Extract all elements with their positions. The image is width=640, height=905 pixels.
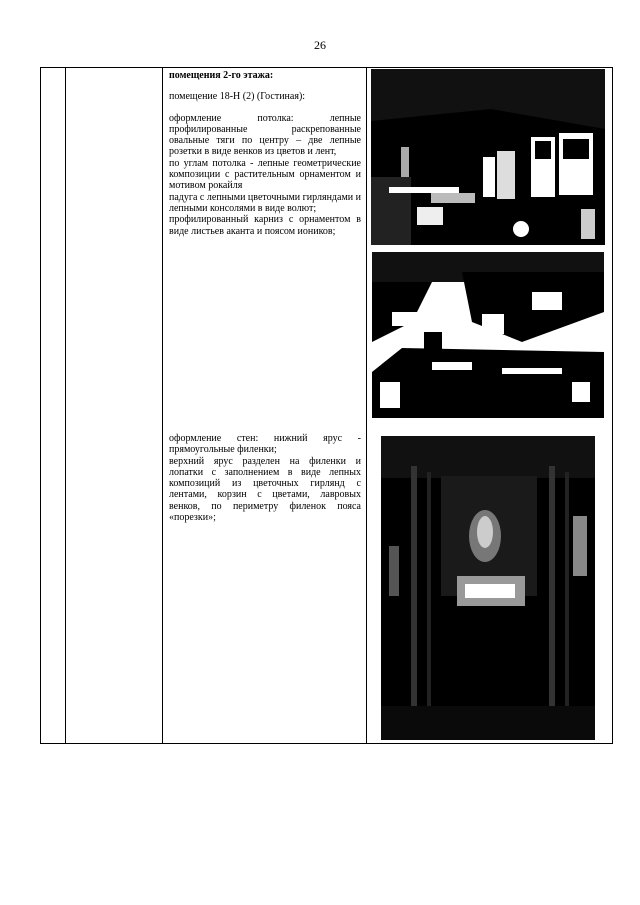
ceiling-paragraph: по углам потолка - лепные геометрические композиции с растительным орнаментом и мотивом рокайля: [169, 157, 361, 192]
page-number: 26: [314, 38, 326, 52]
column-divider-1: [65, 68, 66, 743]
room-title: помещение 18-Н (2) (Гостиная):: [169, 91, 306, 103]
ceiling-paragraph: падуга с лепными цветочными гирляндами и лепными консолями в виде волют;: [169, 191, 361, 214]
wall-paragraph: верхний ярус разделен на филенки и лопатки с заполнением в виде лепных композиций из цветочных гирлянд с лентами, корзин с цветами, лавровых венков, по периметру филенок пояса «порезки»;: [169, 455, 361, 524]
ceiling-description: [169, 70, 361, 237]
ceiling-paragraph: оформление потолка: лепные профилированные раскрепованные овальные тяги по центру – две лепные розетки в виде венков из цветов и лент,: [169, 112, 361, 158]
photo-ceiling-interior: [371, 69, 605, 245]
wall-paragraph: оформление стен: нижний ярус - прямоугольные филенки;: [169, 433, 361, 456]
document-table: [40, 67, 613, 744]
section-heading: помещения 2-го этажа:: [169, 70, 274, 81]
ceiling-paragraph: профилированный карниз с орнаментом в виде листьев аканта и поясом иоников;: [169, 214, 361, 237]
column-divider-2: [162, 68, 163, 743]
wall-description: [169, 433, 361, 523]
column-divider-3: [366, 68, 367, 743]
photo-ceiling-detail: [372, 252, 604, 418]
photo-wall-interior: [381, 436, 595, 740]
